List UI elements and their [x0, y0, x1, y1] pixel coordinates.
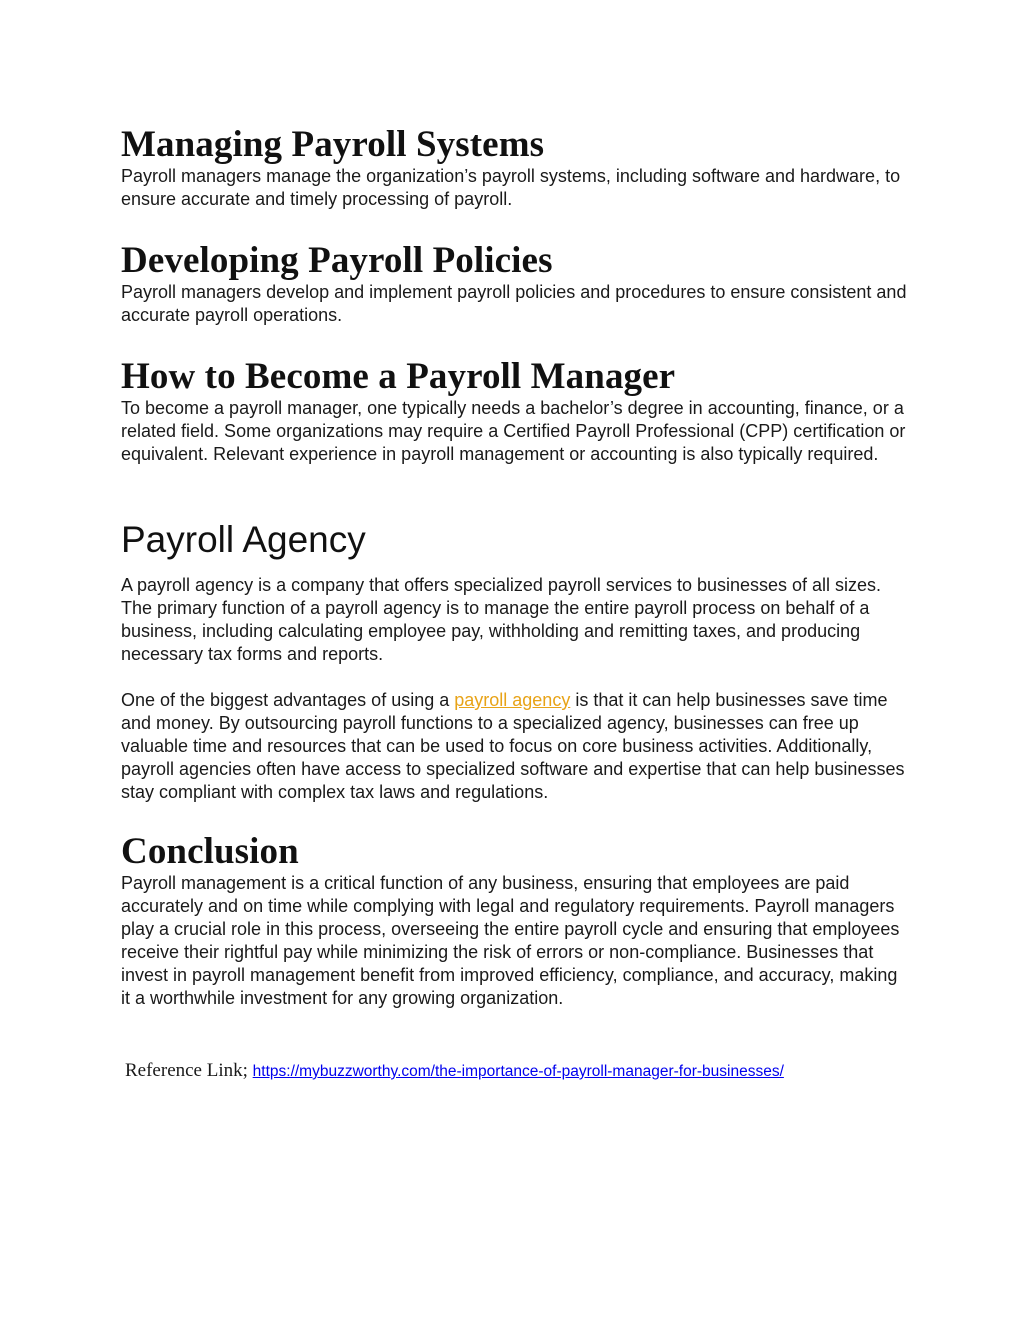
section-conclusion	[121, 832, 911, 1010]
payroll-agency-link[interactable]: payroll agency	[454, 690, 571, 710]
reference-line	[125, 1060, 915, 1082]
reference-label: Reference Link;	[125, 1060, 253, 1081]
section-body: Payroll managers develop and implement payroll policies and procedures to ensure consistent and accurate payroll operations.	[121, 282, 907, 325]
section-heading: Developing Payroll Policies	[121, 240, 553, 281]
agency-text-before: One of the biggest advantages of using a	[121, 690, 455, 710]
section-heading: Payroll Agency	[121, 519, 366, 560]
section-managing-payroll-systems	[121, 125, 911, 211]
section-heading: Managing Payroll Systems	[121, 124, 545, 165]
section-payroll-agency	[121, 520, 911, 804]
section-body: Payroll managers manage the organization’s payroll systems, including software and hardware, to ensure accurate and timely processing of payroll.	[121, 166, 901, 209]
reference-url-link[interactable]: https://mybuzzworthy.com/the-importance-of-payroll-manager-for-businesses/	[252, 1063, 784, 1080]
section-body: Payroll management is a critical function of any business, ensuring that employees are paid accurately and on time while complying with legal and regulatory requirements. Payroll managers play a crucial role in this process, overseeing the entire payroll cycle and ensuring that employees receive their rightful pay while minimizing the risk of errors or non-compliance. Businesses that invest in payroll management benefit from improved efficiency, compliance, and accuracy, making it a worthwhile investment for any growing organization.	[121, 873, 900, 1008]
section-heading: Conclusion	[121, 831, 299, 872]
section-how-to-become	[121, 357, 911, 466]
section-developing-payroll-policies	[121, 241, 911, 327]
agency-paragraph-1: A payroll agency is a company that offers specialized payroll services to businesses of all sizes. The primary function of a payroll agency is to manage the entire payroll process on behalf of a business, including calculating employee pay, withholding and remitting taxes, and producing necessary tax forms and reports.	[121, 575, 882, 664]
section-body: To become a payroll manager, one typically needs a bachelor’s degree in accounting, finance, or a related field. Some organizations may require a Certified Payroll Professional (CPP) certification or equivalent. Relevant experience in payroll management or accounting is also typically required.	[121, 398, 906, 464]
section-heading: How to Become a Payroll Manager	[121, 356, 676, 397]
agency-text-after: is that it can help businesses save time and money. By outsourcing payroll functions to a specialized agency, businesses can free up valuable time and resources that can be used to focus on core business activities. Additionally, payroll agencies often have access to specialized software and expertise that can help businesses stay compliant with complex tax laws and regulations.	[121, 690, 905, 802]
agency-paragraph-2	[121, 689, 911, 804]
